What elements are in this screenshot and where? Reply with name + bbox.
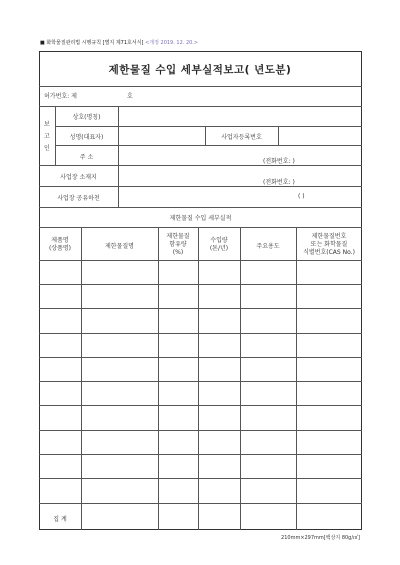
table-row-divider	[39, 357, 362, 358]
col-header-line: 함유량	[169, 241, 187, 248]
table-divider	[81, 227, 82, 530]
col-header-line: 제품명	[51, 237, 69, 244]
reporter-char-2: 고	[44, 133, 50, 140]
header-marker: ■	[40, 40, 45, 46]
table-divider	[158, 227, 159, 530]
header-revision: <개정 2019. 12. 20.>	[145, 40, 199, 46]
table-row-divider	[39, 405, 362, 406]
col-header-line: (톤/년)	[209, 245, 229, 252]
col-header-identifier	[296, 233, 362, 257]
divider	[39, 186, 362, 187]
shared-stream-label: 사업장 공유하천	[57, 195, 100, 202]
address-label: 주 소	[79, 154, 94, 161]
col-header-line: 주요용도	[256, 243, 280, 250]
form-header	[40, 39, 198, 46]
section-title: 제한물질 수입 세부실적	[169, 215, 232, 222]
table-row-divider	[39, 503, 362, 504]
table-row-divider	[39, 284, 362, 285]
business-registration-label: 사업자등록번호	[221, 134, 262, 141]
table-divider	[198, 227, 199, 530]
form-title: 제한물질 수입 세부실적보고( 년도분)	[108, 64, 292, 76]
table-row-divider	[39, 260, 362, 261]
table-row-divider	[39, 478, 362, 479]
divider	[39, 207, 362, 208]
table-row-divider	[39, 381, 362, 382]
phone-label-address: (전화번호: )	[263, 158, 295, 165]
divider	[55, 145, 362, 146]
divider	[278, 126, 279, 145]
col-header-line: (상품명)	[48, 245, 72, 252]
divider	[39, 165, 362, 166]
col-header-line: 수입량	[210, 237, 228, 244]
col-header-line: (%)	[172, 249, 184, 256]
table-row-divider	[39, 333, 362, 334]
divider	[39, 86, 362, 87]
site-location-label: 사업장 소재지	[60, 174, 97, 181]
table-row-divider	[39, 308, 362, 309]
total-label: 집 계	[53, 516, 67, 523]
table-row-divider	[39, 454, 362, 455]
col-header-line: 제한물질	[166, 233, 190, 240]
shared-stream-paren: ( )	[298, 193, 305, 200]
form-frame	[39, 51, 362, 530]
divider	[39, 106, 362, 107]
paper-spec: 210mm×297mm[백상지 80g/㎡]	[281, 535, 360, 541]
col-header-line: 제한물질번호	[311, 233, 347, 240]
table-divider	[296, 227, 297, 530]
col-header-import-amount	[198, 237, 240, 253]
permit-number-label: 허가번호: 제	[44, 93, 77, 100]
company-name-label: 상호(명칭)	[72, 114, 101, 121]
divider	[39, 227, 362, 228]
phone-label-site: (전화번호: )	[263, 179, 295, 186]
table-divider	[240, 227, 241, 530]
divider	[118, 106, 119, 207]
representative-name-label: 성명(대표자)	[69, 134, 104, 141]
col-header-line: 식별번호(CAS No.)	[303, 249, 355, 256]
col-header-product	[39, 237, 81, 253]
col-header-usage	[240, 241, 296, 250]
col-header-line: 또는 화학물질	[310, 241, 348, 248]
reporter-char-3: 인	[44, 145, 50, 152]
header-text: 화학물질관리법 시행규칙 [별지 제71호서식]	[46, 40, 144, 46]
permit-number-suffix: 호	[127, 93, 133, 100]
col-header-line: 제한물질명	[105, 243, 134, 250]
divider	[55, 126, 362, 127]
reporter-char-1: 보	[44, 121, 50, 128]
col-header-content	[158, 233, 198, 257]
col-header-substance	[81, 241, 158, 250]
table-row-divider	[39, 430, 362, 431]
